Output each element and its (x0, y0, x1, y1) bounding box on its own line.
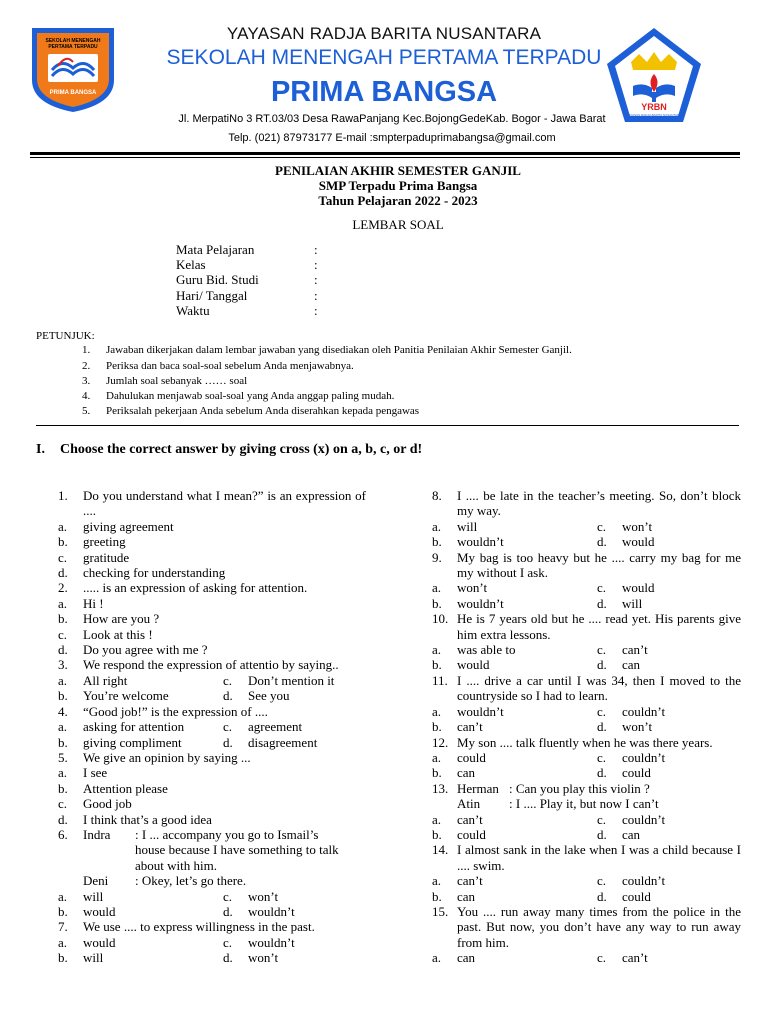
dialogue-line: about with him. (135, 857, 217, 873)
option[interactable]: b. giving compliment (58, 734, 182, 750)
option[interactable]: a. wouldn’t (432, 703, 504, 719)
option-row (432, 765, 741, 780)
school-type: SEKOLAH MENENGAH PERTAMA TERPADU (166, 46, 602, 69)
instruction-item: 5. Periksalah pekerjaan Anda sebelum Anda diserahkan kepada pengawas (82, 405, 420, 417)
option[interactable]: b. would (58, 903, 116, 919)
option[interactable]: d. disagreement (223, 734, 318, 750)
option[interactable]: b. wouldn’t (432, 534, 504, 550)
field-class: Kelas (176, 257, 206, 272)
option[interactable]: b. greeting (58, 534, 126, 550)
question-8: 8. I .... be late in the teacher’s meeting. So, don’t block my way. (432, 488, 741, 519)
foundation-name: YAYASAN RADJA BARITA NUSANTARA (226, 24, 542, 43)
option[interactable]: c. won’t (223, 888, 279, 904)
option[interactable]: c. Don’t mention it (223, 672, 335, 688)
option-row (58, 935, 366, 950)
question-2: 2. ..... is an expression of asking for attention. (58, 580, 308, 596)
option-row (58, 904, 366, 919)
option[interactable]: a. Hi ! (58, 595, 104, 611)
option[interactable]: c. would (597, 580, 655, 596)
option[interactable]: d. would (597, 534, 655, 550)
option-row (432, 519, 741, 534)
field-colon: : (314, 288, 318, 303)
option-row (432, 719, 741, 734)
option[interactable]: c. couldn’t (597, 811, 666, 827)
option[interactable]: c. agreement (223, 719, 303, 735)
option-row (432, 812, 741, 827)
speaker: Herman (457, 780, 499, 796)
school-address: Jl. MerpatiNo 3 RT.03/03 Desa RawaPanjang Kec.BojongGedeKab. Bogor - Jawa Barat (178, 113, 606, 125)
option[interactable]: c. wouldn’t (223, 934, 295, 950)
option[interactable]: c. gratitude (58, 549, 130, 565)
option[interactable]: a. will (432, 518, 478, 534)
option[interactable]: d. I think that’s a good idea (58, 811, 212, 827)
option[interactable]: c. Good job (58, 796, 132, 812)
option[interactable]: d. won’t (223, 950, 279, 966)
question-column-right (432, 488, 741, 966)
option-row (432, 657, 741, 672)
instruction-item: 4. Dahulukan menjawab soal-soal yang Anda anggap paling mudah. (82, 390, 395, 402)
option-row (432, 642, 741, 657)
question-15: 15. You .... run away many times from the police in the past. But now, you don’t have any way to run away from him. (432, 903, 741, 950)
option-row (432, 534, 741, 549)
option-row (58, 950, 366, 965)
question-5: 5. We give an opinion by saying ... (58, 749, 251, 765)
section-title: I. Choose the correct answer by giving cross (x) on a, b, c, or d! (36, 442, 423, 457)
option[interactable]: d. can (597, 826, 641, 842)
question-9: 9. My bag is too heavy but he .... carry my bag for me my without I ask. (432, 549, 741, 581)
exam-title: PENILAIAN AKHIR SEMESTER GANJIL (275, 163, 521, 178)
option[interactable]: a. All right (58, 672, 128, 688)
dialogue-line: house because I have something to talk (135, 842, 339, 858)
question-10: 10. He is 7 years old but he .... read yet. His parents give him extra lessons. (432, 611, 741, 642)
option[interactable]: d. could (597, 765, 651, 781)
option[interactable]: a. would (58, 934, 116, 950)
option[interactable]: d. wouldn’t (223, 903, 295, 919)
option[interactable]: c. couldn’t (597, 703, 666, 719)
option[interactable]: b. can (432, 765, 476, 781)
option[interactable]: a. can (432, 950, 476, 966)
option[interactable]: a. can’t (432, 873, 483, 889)
option[interactable]: d. can (597, 657, 641, 673)
logo-left-text-bottom: PRIMA BANGSA (49, 90, 97, 96)
option-row (432, 704, 741, 719)
option[interactable]: b. can (432, 888, 476, 904)
option[interactable]: b. wouldn’t (432, 595, 504, 611)
question-12: 12. My son .... talk fluently when he was there years. (432, 734, 713, 750)
option[interactable]: d. Do you agree with me ? (58, 642, 208, 658)
option[interactable]: a. won’t (432, 580, 488, 596)
field-subject: Mata Pelajaran (176, 242, 255, 257)
option[interactable]: a. asking for attention (58, 719, 185, 735)
header-rule-thick (30, 152, 740, 155)
option[interactable]: c. can’t (597, 642, 648, 658)
option-row (432, 596, 741, 611)
option[interactable]: b. would (432, 657, 490, 673)
option-row (58, 719, 366, 734)
option[interactable]: d. checking for understanding (58, 565, 226, 581)
option-row (432, 889, 741, 904)
option-row (432, 827, 741, 842)
option[interactable]: a. was able to (432, 642, 516, 658)
field-date: Hari/ Tanggal (176, 288, 248, 303)
field-colon: : (314, 272, 318, 287)
option[interactable]: b. could (432, 826, 486, 842)
option[interactable]: a. will (58, 888, 104, 904)
option-row (58, 889, 366, 904)
question-6: 6. Indra : I ... accompany you go to Ismail’s house because I have something to talk about with him. Deni : Okey, let’s go there. (58, 827, 366, 889)
option-row (58, 735, 366, 750)
exam-year: Tahun Pelajaran 2022 - 2023 (318, 193, 478, 208)
option-row (432, 580, 741, 595)
option[interactable]: b. will (58, 950, 104, 966)
header-rule-thin (30, 157, 740, 158)
school-name: PRIMA BANGSA (270, 76, 498, 108)
field-colon: : (314, 242, 318, 257)
option[interactable]: b. Attention please (58, 780, 168, 796)
option[interactable]: a. can’t (432, 811, 483, 827)
option[interactable]: b. How are you ? (58, 611, 160, 627)
option[interactable]: b. can’t (432, 719, 483, 735)
option[interactable]: d. will (597, 595, 643, 611)
school-contact: Telp. (021) 87973177 E-mail :smpterpaduprimabangsa@gmail.com (228, 132, 556, 144)
option[interactable]: c. couldn’t (597, 749, 666, 765)
option[interactable]: a. giving agreement (58, 518, 174, 534)
question-column-left (58, 488, 366, 966)
option-row (432, 873, 741, 888)
speaker: Indra (83, 826, 111, 842)
section-divider (36, 425, 739, 426)
option[interactable]: c. couldn’t (597, 873, 666, 889)
option-row (432, 750, 741, 765)
question-13: 13. Herman : Can you play this violin ? Atin : I .... Play it, but now I can’t (432, 780, 659, 812)
exam-school: SMP Terpadu Prima Bangsa (318, 178, 478, 193)
field-colon: : (314, 257, 318, 272)
option[interactable]: a. I see (58, 765, 108, 781)
field-time: Waktu (176, 303, 210, 318)
question-11: 11. I .... drive a car until I was 34, then I moved to the countryside so I had to learn. (432, 672, 741, 704)
field-colon: : (314, 303, 318, 318)
speaker: Deni (83, 873, 109, 889)
option[interactable]: d. could (597, 888, 651, 904)
option[interactable]: a. could (432, 749, 486, 765)
option-row (432, 950, 741, 965)
question-4: 4. “Good job!” is the expression of .... (58, 703, 268, 719)
option[interactable]: c. Look at this ! (58, 626, 153, 642)
logo-right-text: YRBN (641, 102, 667, 112)
instruction-item: 2. Periksa dan baca soal-soal sebelum Anda menjawabnya. (82, 360, 354, 372)
instructions-heading: PETUNJUK: (36, 330, 95, 342)
option[interactable]: c. can’t (597, 950, 648, 966)
option-row (58, 688, 366, 703)
speaker: Atin (457, 796, 481, 812)
option-row (58, 673, 366, 688)
logo-left-text-top: SEKOLAH MENENGAH PERTAMA TERPADU (45, 38, 101, 50)
option[interactable]: d. See you (223, 688, 290, 704)
question-1: 1. Do you understand what I mean?” is an expression of .... (58, 488, 366, 519)
question-14: 14. I almost sank in the lake when I was a child because I .... swim. (432, 842, 741, 873)
option[interactable]: d. won’t (597, 719, 653, 735)
option[interactable]: b. You’re welcome (58, 688, 169, 704)
field-teacher: Guru Bid. Studi (176, 272, 259, 287)
question-7: 7. We use .... to express willingness in the past. (58, 919, 315, 935)
option[interactable]: c. won’t (597, 518, 653, 534)
logo-right-subtext: YAYASAN RADJA BARITA NUSANTARA (626, 113, 682, 117)
question-3: 3. We respond the expression of attentio by saying.. (58, 657, 339, 673)
sheet-title: LEMBAR SOAL (352, 217, 444, 232)
instruction-item: 1. Jawaban dikerjakan dalam lembar jawaban yang disediakan oleh Panitia Penilaian Akhir Semester Ganjil. (82, 344, 572, 356)
instruction-item: 3. Jumlah soal sebanyak …… soal (82, 375, 248, 387)
